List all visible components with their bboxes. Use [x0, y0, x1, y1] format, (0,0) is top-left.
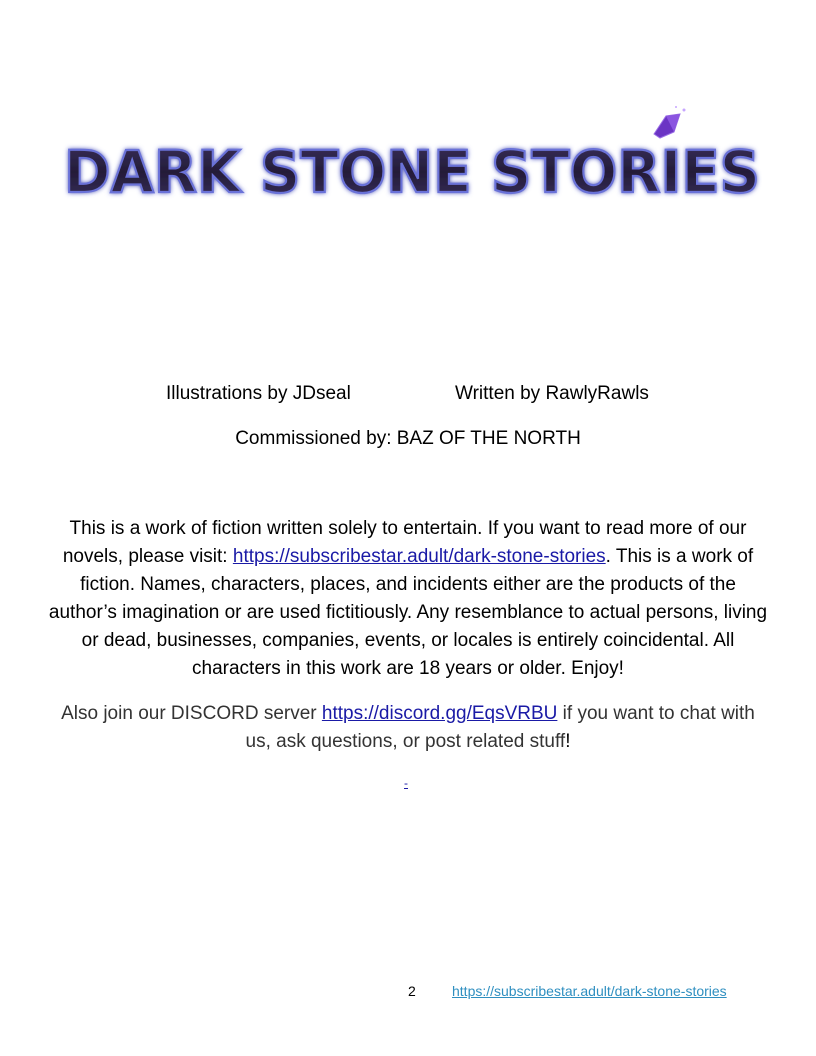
stray-link[interactable]: - — [404, 776, 408, 790]
discord-exclamation: ! — [565, 731, 571, 752]
footer-link[interactable]: https://subscribestar.adult/dark-stone-stories — [452, 983, 727, 999]
logo-wordmark: DARK STONE STORIES — [64, 138, 760, 204]
discord-text-end: if you want to chat with us, ask questions, or post related stuff — [245, 703, 755, 752]
disclaimer-text-start: This is a work of fiction written solely to entertain. If you want to read more of our novels, please visit: — [62, 518, 747, 567]
fiction-disclaimer — [48, 515, 768, 683]
disclaimer-text-end: . This is a work of fiction. Names, characters, places, and incidents either are the products of the author’s imagination or are used fictitiously. Any resemblance to actual persons, living or dead, businesses, companies, events, or locales is entirely coincidental. All characters in this work are 18 years or older. Enjoy! — [48, 546, 768, 679]
page-number: 2 — [408, 983, 416, 999]
commissioned-credit: Commissioned by: BAZ OF THE NORTH — [235, 428, 581, 449]
discord-link[interactable]: https://discord.gg/EqsVRBU — [321, 703, 558, 724]
written-credit: Written by RawlyRawls — [455, 383, 649, 404]
discord-text-start: Also join our DISCORD server — [61, 703, 322, 724]
illustrations-credit: Illustrations by JDseal — [166, 383, 351, 404]
discord-invite — [48, 700, 768, 756]
subscribestar-link[interactable]: https://subscribestar.adult/dark-stone-stories — [232, 546, 606, 567]
crystal-icon — [654, 106, 686, 138]
page-footer — [0, 983, 816, 1003]
credits-row — [0, 383, 816, 411]
dark-stone-stories-logo — [62, 104, 762, 204]
